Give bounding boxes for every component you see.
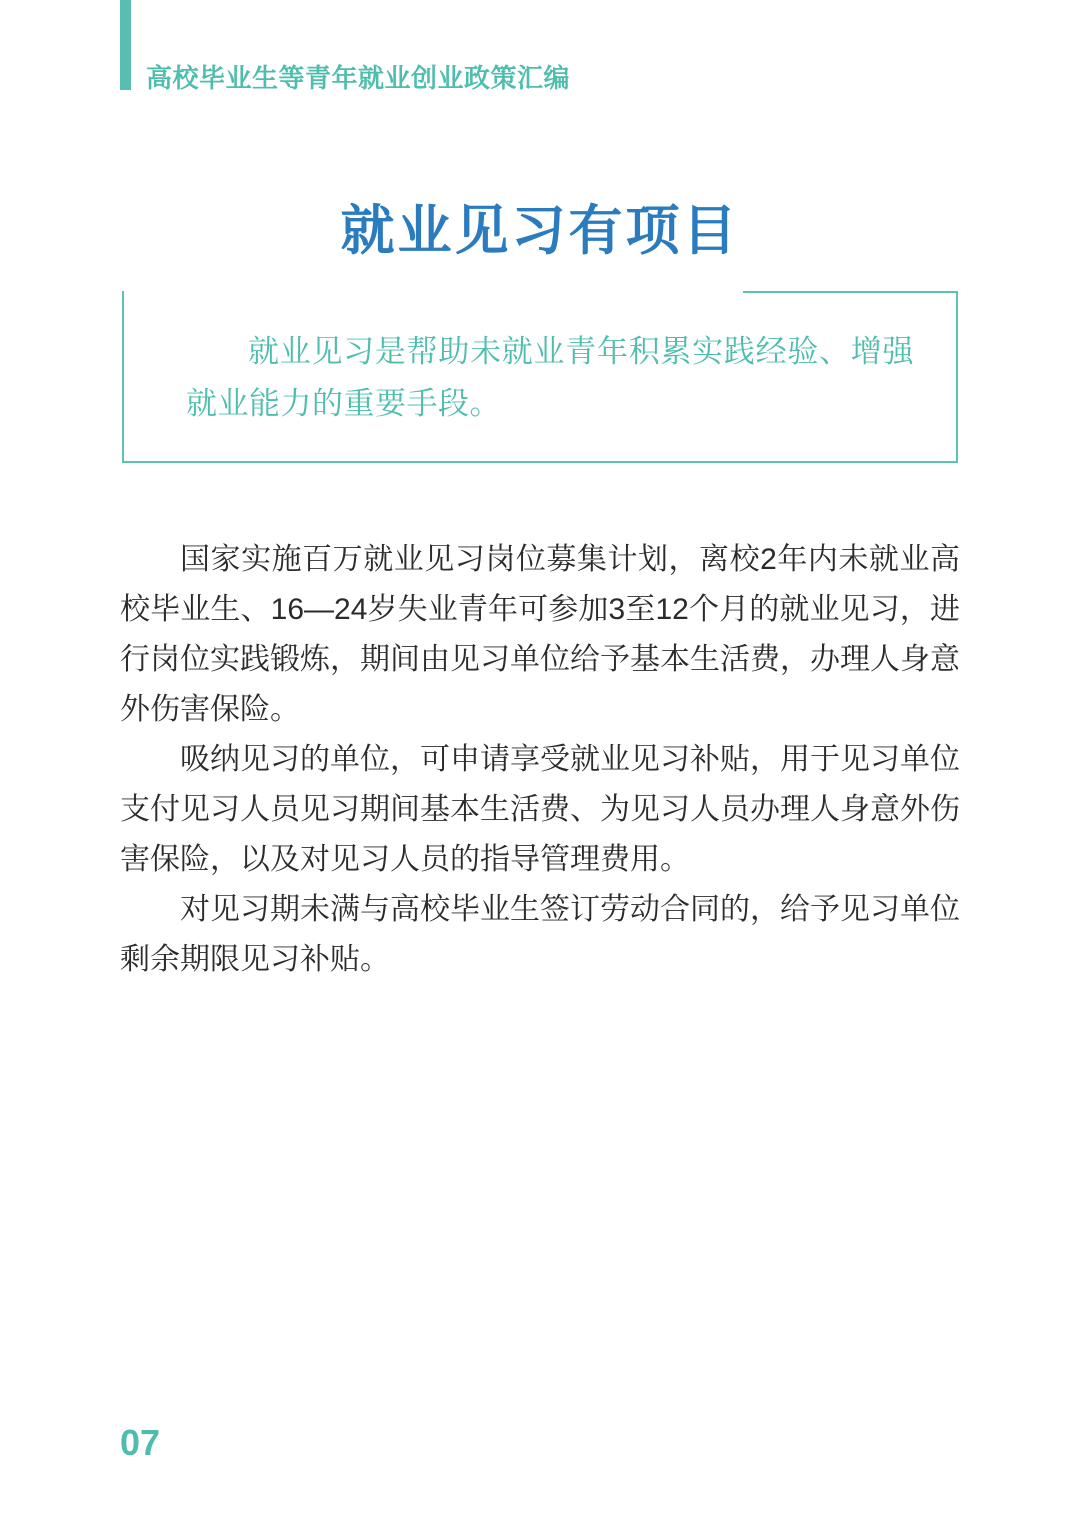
body-paragraph: 吸纳见习的单位，可申请享受就业见习补贴，用于见习单位支付见习人员见习期间基本生活费、为见习人员办理人身意外伤害保险，以及对见习人员的指导管理费用。 — [120, 743, 960, 876]
body-paragraph: 国家实施百万就业见习岗位募集计划，离校2年内未就业高校毕业生、16—24岁失业青年可参加3至12个月的就业见习，进行岗位实践锻炼，期间由见习单位给予基本生活费，办理人身意外伤害保险。 — [120, 543, 960, 726]
callout-text: 就业见习是帮助未就业青年积累实践经验、增强就业能力的重要手段。 — [186, 334, 914, 421]
body-text — [120, 535, 960, 985]
body-paragraph: 对见习期未满与高校毕业生签订劳动合同的，给予见习单位剩余期限见习补贴。 — [120, 893, 960, 976]
callout-top-border-segment — [743, 291, 956, 293]
header-accent-bar — [120, 0, 131, 90]
booklet-title: 高校毕业生等青年就业创业政策汇编 — [146, 63, 571, 93]
callout-box — [122, 291, 958, 463]
page-title: 就业见习有项目 — [340, 201, 740, 261]
page-number: 07 — [120, 1422, 161, 1463]
